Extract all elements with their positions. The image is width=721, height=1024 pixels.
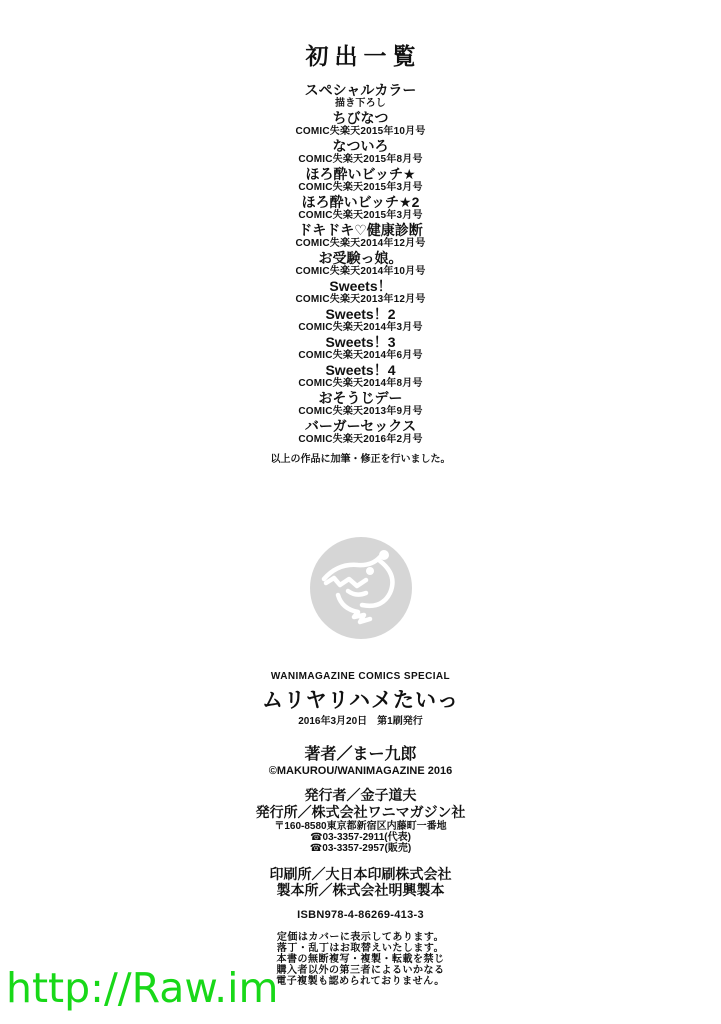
work-title: ドキドキ♡健康診断 bbox=[298, 222, 423, 238]
legal-notice-line: 落丁・乱丁はお取替えいたします。 bbox=[276, 943, 445, 954]
publisher-logo bbox=[0, 535, 721, 646]
work-source: COMIC失楽天2014年10月号 bbox=[295, 266, 426, 277]
list-item bbox=[0, 82, 721, 109]
series-label: WANIMAGAZINE COMICS SPECIAL bbox=[270, 671, 451, 682]
list-item bbox=[0, 194, 721, 221]
legal-notice-line: 購入者以外の第三者によるいかなる bbox=[276, 965, 445, 976]
legal-notice-line: 本書の無断複写・複製・転載を禁じ bbox=[276, 954, 445, 965]
work-source: COMIC失楽天2015年3月号 bbox=[298, 182, 423, 193]
list-item bbox=[0, 390, 721, 417]
publisher-person: 発行者／金子道夫 bbox=[304, 787, 417, 803]
work-source: COMIC失楽天2014年12月号 bbox=[295, 238, 426, 249]
list-item bbox=[0, 110, 721, 137]
page-title: 初出一覧 bbox=[305, 43, 422, 69]
work-source: COMIC失楽天2013年9月号 bbox=[298, 406, 423, 417]
work-title: ちびなつ bbox=[332, 110, 389, 126]
publisher-address: 〒160-8580東京都新宿区内藤町一番地 bbox=[274, 821, 447, 832]
phone-main: ☎03-3357-2911(代表) bbox=[310, 832, 411, 843]
list-item bbox=[0, 250, 721, 277]
printer-company: 印刷所／大日本印刷株式会社 bbox=[269, 866, 452, 882]
revision-note: 以上の作品に加筆・修正を行いました。 bbox=[270, 454, 451, 465]
legal-notice-line: 定価はカバーに表示してあります。 bbox=[276, 932, 445, 943]
work-source: COMIC失楽天2015年8月号 bbox=[298, 154, 423, 165]
work-title: スペシャルカラー bbox=[304, 82, 417, 98]
crocodile-logo bbox=[308, 535, 414, 641]
list-item bbox=[0, 362, 721, 389]
author: 著者／まー九郎 bbox=[304, 746, 417, 763]
work-title: Sweets！2 bbox=[325, 306, 396, 322]
work-title: Sweets！ bbox=[329, 278, 392, 294]
publisher-company: 発行所／株式会社ワニマガジン社 bbox=[255, 804, 466, 820]
colophon bbox=[0, 671, 721, 987]
first-appearance-list bbox=[0, 44, 721, 466]
work-source: COMIC失楽天2015年10月号 bbox=[295, 126, 426, 137]
list-item bbox=[0, 418, 721, 445]
work-title: なついろ bbox=[332, 138, 389, 154]
work-source: 描き下ろし bbox=[335, 98, 386, 109]
list-item bbox=[0, 278, 721, 305]
work-source: COMIC失楽天2014年6月号 bbox=[298, 350, 423, 361]
work-title: ほろ酔いビッチ★2 bbox=[301, 194, 420, 210]
list-item bbox=[0, 138, 721, 165]
work-source: COMIC失楽天2014年8月号 bbox=[298, 378, 423, 389]
work-title: バーガーセックス bbox=[304, 418, 417, 434]
work-source: COMIC失楽天2015年3月号 bbox=[298, 210, 423, 221]
phone-sales: ☎03-3357-2957(販売) bbox=[309, 843, 412, 854]
work-title: ほろ酔いビッチ★ bbox=[305, 166, 416, 182]
legal-notice-line: 電子複製も認められておりません。 bbox=[276, 976, 445, 987]
copyright-notice: ©MAKUROU/WANIMAGAZINE 2016 bbox=[268, 765, 453, 777]
list-item bbox=[0, 306, 721, 333]
work-title: おそうじデー bbox=[318, 390, 403, 406]
book-title: ムリヤリハメたいっ bbox=[262, 689, 459, 712]
list-item bbox=[0, 166, 721, 193]
watermark-text: http://Raw.im bbox=[6, 964, 279, 1012]
list-item bbox=[0, 334, 721, 361]
isbn: ISBN978-4-86269-413-3 bbox=[297, 909, 424, 921]
work-source: COMIC失楽天2013年12月号 bbox=[295, 294, 426, 305]
list-item bbox=[0, 222, 721, 249]
work-title: Sweets！4 bbox=[325, 362, 396, 378]
work-source: COMIC失楽天2016年2月号 bbox=[298, 434, 423, 445]
work-title: お受験っ娘。 bbox=[318, 250, 403, 266]
work-title: Sweets！3 bbox=[325, 334, 396, 350]
edition-date: 2016年3月20日 第1刷発行 bbox=[298, 716, 423, 727]
work-source: COMIC失楽天2014年3月号 bbox=[298, 322, 423, 333]
bindery-company: 製本所／株式会社明興製本 bbox=[276, 882, 445, 898]
